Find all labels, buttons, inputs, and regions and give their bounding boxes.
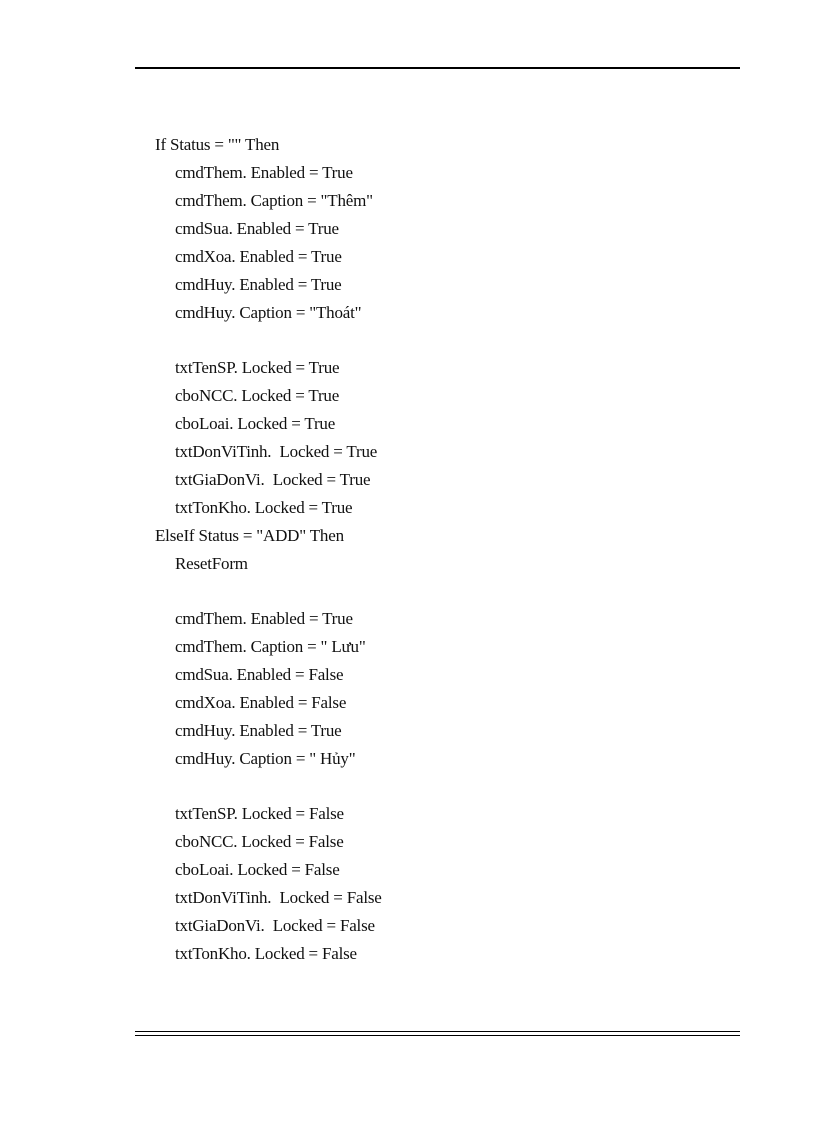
code-line: cmdHuy. Caption = " Hủy" (175, 749, 356, 768)
blank-line (0, 578, 816, 605)
code-line: txtGiaDonVi. Locked = False (175, 916, 375, 935)
code-line: cmdThem. Enabled = True (175, 163, 353, 182)
code-line: cboLoai. Locked = True (175, 414, 336, 433)
code-line: cmdHuy. Caption = "Thoát" (175, 303, 362, 322)
code-listing (0, 131, 816, 968)
code-line: txtTonKho. Locked = False (175, 944, 357, 963)
code-line: txtTenSP. Locked = True (175, 358, 340, 377)
blank-line (0, 773, 816, 800)
blank-line (0, 327, 816, 354)
code-line: ResetForm (175, 554, 248, 573)
code-line: ElseIf Status = "ADD" Then (155, 526, 344, 545)
footer-rule (135, 1031, 740, 1036)
code-line: cmdHuy. Enabled = True (175, 721, 342, 740)
code-line: cmdHuy. Enabled = True (175, 275, 342, 294)
code-line: txtDonViTinh. Locked = True (175, 442, 378, 461)
header-rule (135, 67, 740, 69)
code-line: cmdXoa. Enabled = True (175, 247, 342, 266)
code-line: cmdThem. Caption = " Lưu" (175, 637, 366, 656)
code-line: cmdSua. Enabled = True (175, 219, 339, 238)
code-line: If Status = "" Then (155, 135, 280, 154)
code-line: cboLoai. Locked = False (175, 860, 340, 879)
code-line: cboNCC. Locked = True (175, 386, 340, 405)
code-line: cmdThem. Enabled = True (175, 609, 353, 628)
code-line: txtGiaDonVi. Locked = True (175, 470, 371, 489)
code-line: cmdSua. Enabled = False (175, 665, 344, 684)
code-line: cmdThem. Caption = "Thêm" (175, 191, 373, 210)
code-line: txtTenSP. Locked = False (175, 804, 344, 823)
code-line: cboNCC. Locked = False (175, 832, 344, 851)
code-line: cmdXoa. Enabled = False (175, 693, 347, 712)
code-line: txtTonKho. Locked = True (175, 498, 353, 517)
code-line: txtDonViTinh. Locked = False (175, 888, 382, 907)
